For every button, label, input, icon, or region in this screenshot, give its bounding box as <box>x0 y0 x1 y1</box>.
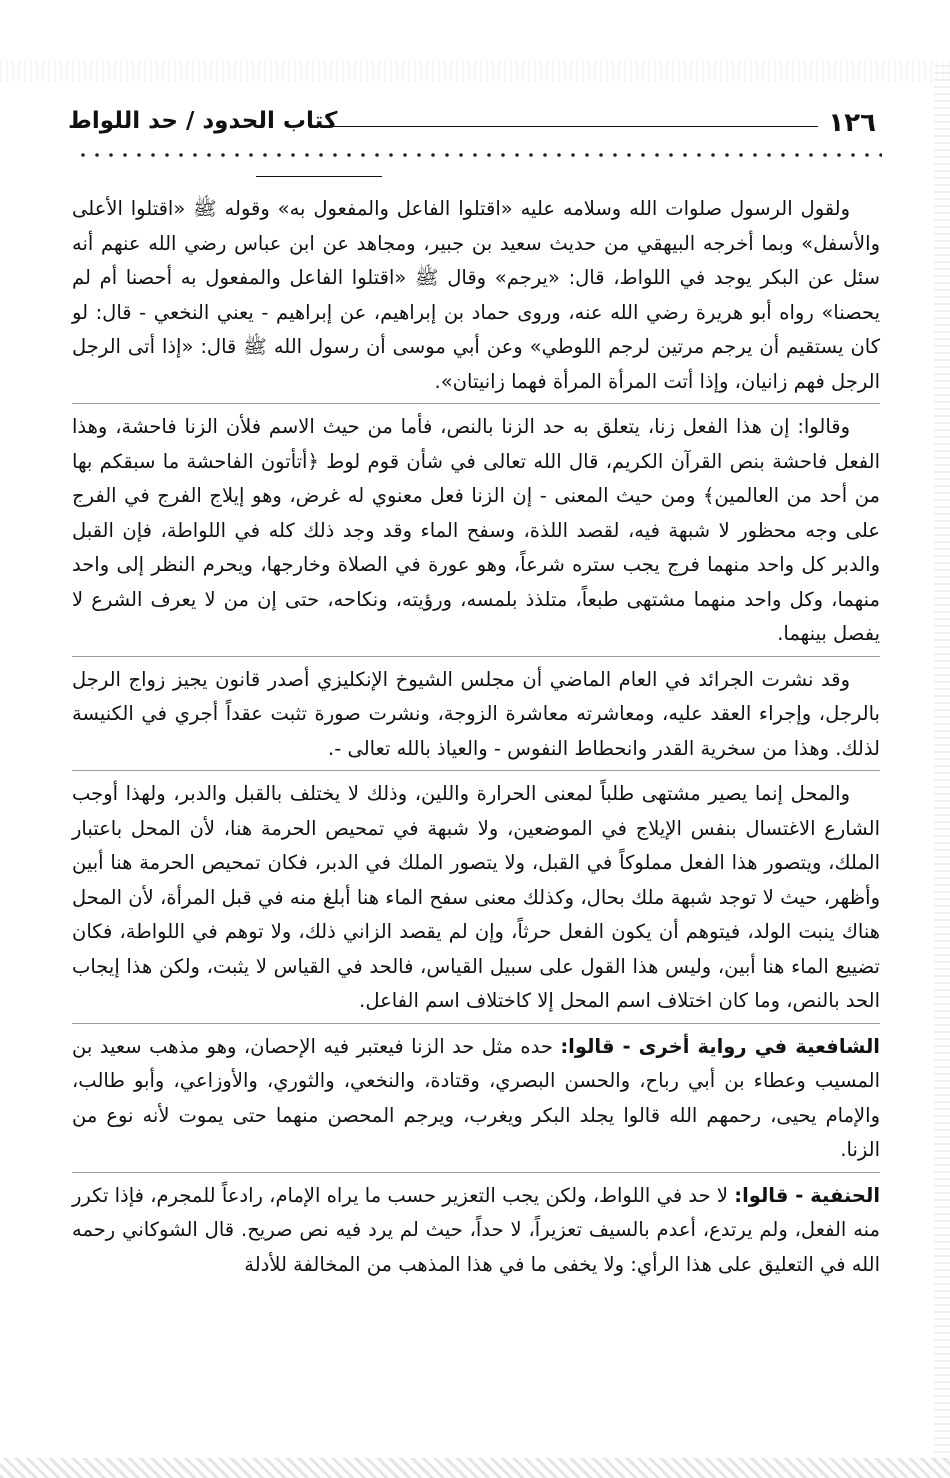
paragraph-3: وقد نشرت الجرائد في العام الماضي أن مجلس الشيوخ الإنكليزي أصدر قانون يجيز زواج الرجل بالرجل، وإجراء العقد عليه، ومعاشرته معاشرة الزوجة، ونشرت صورة تثبت عقداً أجري في الكنيسة لذلك. وهذا من سخرية القدر وانحطاط النفوس - والعياذ بالله تعالى -. <box>72 667 880 760</box>
paragraph-2: وقالوا: إن هذا الفعل زنا، يتعلق به حد الزنا بالنص، فأما من حيث الاسم فلأن الزنا فاحشة، وهذا الفعل فاحشة بنص القرآن الكريم، قال الله تعالى في شأن قوم لوط ﴿أتأتون الفاحشة ما سبقكم بها من أحد من العالمين﴾ ومن حيث المعنى - إن الزنا فعل معنوي له غرض، وهو إيلاج الفرج في الفرج على وجه محظور لا شبهة فيه، لقصد اللذة، وسفح الماء وقد وجد ذلك كله في اللواطة، فإن القبل والدبر كل واحد منهما فرج يجب ستره شرعاً، وهو عورة في الصلاة وخارجها، ويحرم النظر إلى واحد منهما، وكل واحد منهما مشتهى طبعاً، متلذذ بلمسه، ورؤيته، ونكاحه، حتى إن من لا يعرف الشرع لا يفصل بينهما. <box>72 415 880 645</box>
header-rule <box>318 126 818 127</box>
paragraph-6-lead: الحنفية - قالوا: <box>734 1183 880 1207</box>
short-rule <box>256 176 382 177</box>
paragraph-6 <box>72 1179 880 1283</box>
page-title: كتاب الحدود / حد اللواط <box>68 108 338 134</box>
paragraph-divider <box>72 770 880 771</box>
paragraph-6-text: لا حد في اللواط، ولكن يجب التعزير حسب ما يراه الإمام، رادعاً للمجرم، فإذا تكرر منه الفعل، ولم يرتدع، أعدم بالسيف تعزيراً، لا حداً، حيث لم يرد فيه نص صريح. قال الشوكاني رحمه الله في التعليق على هذا الرأي: ولا يخفى ما في هذا المذهب من المخالفة للأدلة <box>72 1183 880 1276</box>
paragraph-5-text: حده مثل حد الزنا فيعتبر فيه الإحصان، وهو مذهب سعيد بن المسيب وعطاء بن أبي رباح، والحسن البصري، وقتادة، والنخعي، والثوري، والأوزاعي، وأبو طالب، والإمام يحيى، رحمهم الله قالوا يجلد البكر ويغرب، ويرجم المحصن منهما حتى يموت لأنه نوع من الزنا. <box>72 1034 880 1161</box>
paragraph-1: ولقول الرسول صلوات الله وسلامه عليه «اقتلوا الفاعل والمفعول به» وقوله ﷺ «اقتلوا الأعلى والأسفل» وبما أخرجه البيهقي من حديث سعيد بن جبير، ومجاهد عن ابن عباس رضي الله عنهم أنه سئل عن البكر يوجد في اللواط، قال: «يرجم» وقال ﷺ «اقتلوا الفاعل والمفعول به أحصنا أم لم يحصنا» رواه أبو هريرة رضي الله عنه، وروى حماد بن إبراهيم، عن إبراهيم - يعني النخعي - قال: لو كان يستقيم أن يرجم مرتين لرجم اللوطي» وعن أبي موسى أن رسول الله ﷺ قال: «إذا أتى الرجل الرجل فهم زانيان، وإذا أتت المرأة المرأة فهما زانيتان». <box>72 197 880 393</box>
paragraph-5 <box>72 1030 880 1168</box>
scan-noise-top <box>0 60 950 82</box>
scan-noise-right <box>934 60 950 1460</box>
paragraph-5-lead: الشافعية في رواية أخرى - قالوا: <box>560 1034 880 1058</box>
dotted-separator <box>76 150 882 160</box>
paragraph-divider <box>72 1023 880 1024</box>
page-header <box>68 108 876 142</box>
paragraph-divider <box>72 403 880 404</box>
body-text <box>72 192 880 1282</box>
paragraph-4: والمحل إنما يصير مشتهى طلباً لمعنى الحرارة واللين، وذلك لا يختلف بالقبل والدبر، ولهذا أوجب الشارع الاغتسال بنفس الإيلاج في الموضعين، ولا شبهة في تمحيص الحرمة هنا، لأن المحل باعتبار الملك، ويتصور هذا الفعل مملوكاً في القبل، ولا يتصور الملك في الدبر، فكان تمحيص الحرمة هنا أبين وأظهر، حيث لا توجد شبهة ملك بحال، وكذلك معنى سفح الماء هنا أبلغ منه في قبل المرأة، لأن المحل هناك ينبت الولد، فيتوهم أن يكون الفعل حرثاً، وإن لم يقصد الزاني ذلك، ولا توهم في اللواطة، فكان تضييع الماء هنا أبين، وليس هذا القول على سبيل القياس، فالحد في القياس لا يثبت، ولكن هذا إيجاب الحد بالنص، وما كان اختلاف اسم المحل إلا كاختلاف اسم الفاعل. <box>72 782 880 1012</box>
page-number: ١٢٦ <box>828 108 876 138</box>
decorative-border-bottom <box>0 1458 950 1478</box>
paragraph-divider <box>72 656 880 657</box>
paragraph-divider <box>72 1172 880 1173</box>
